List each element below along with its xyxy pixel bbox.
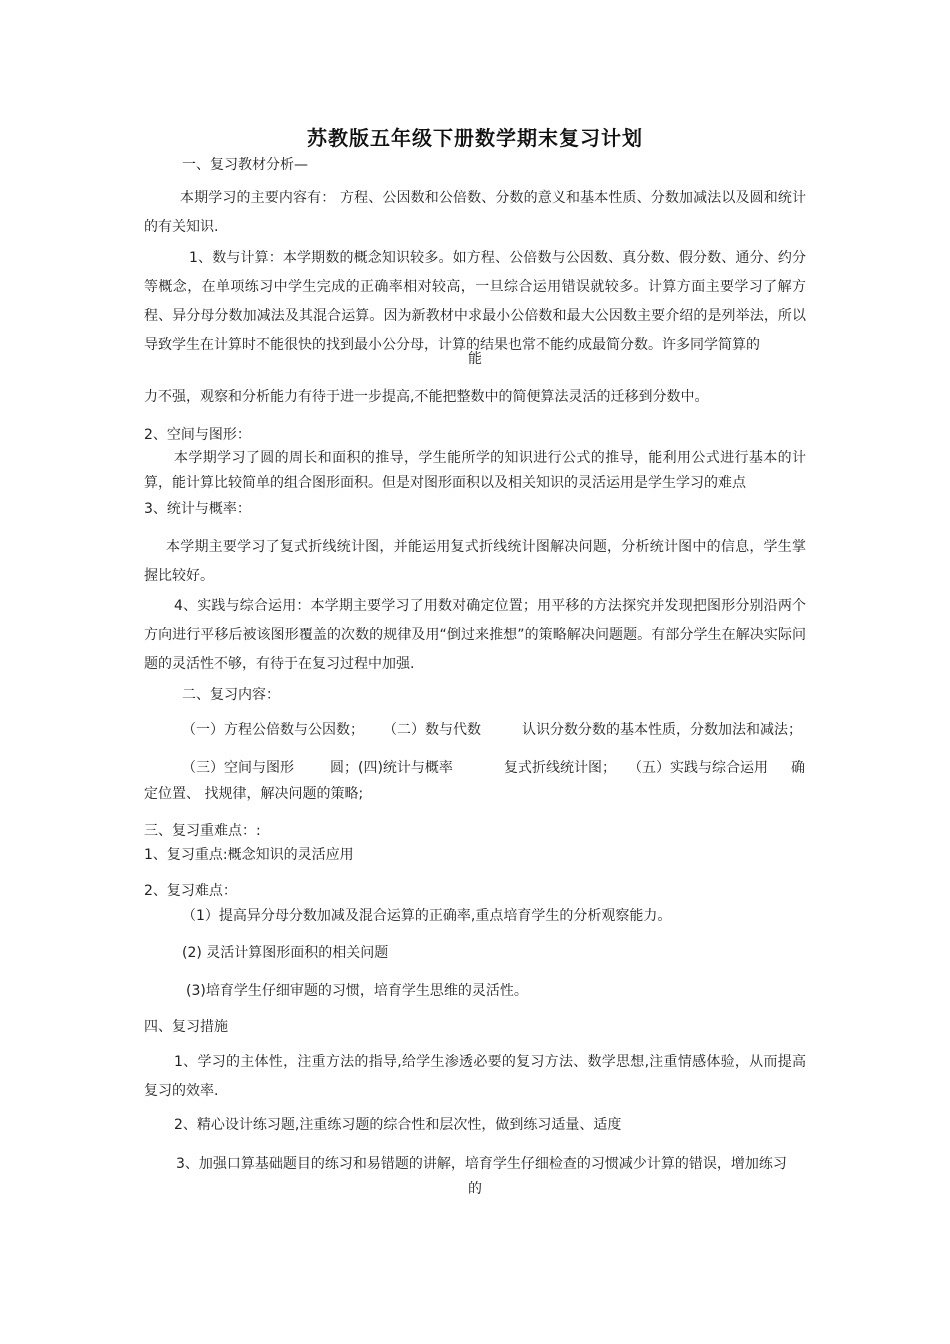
content-row2-c: 复式折线统计图； [504,760,616,776]
section1-item1-orphan: 能 [468,351,482,367]
content-row1-b: （二）数与代数 [383,722,481,738]
section1-item4-text: 4、实践与综合运用：本学期主要学习了用数对确定位置；用平移的方法探究并发现把图形分别沿两个方向进行平移后被该图形覆盖的次数的规律及用“倒过来推想”的策略解决问题题。有部分学生在解决实际问题的灵活性不够，有待于在复习过程中加强. [144,598,806,672]
section2-heading: 二、复习内容： [182,687,280,703]
measure-item-2: 2、精心设计练习题,注重练习题的综合性和层次性，做到练习适量、适度 [174,1117,622,1133]
section1-item1-text: 1、数与计算：本学期数的概念知识较多。如方程、公倍数与公因数、真分数、假分数、通分、约分等概念，在单项练习中学生完成的正确率相对较高，一旦综合运用错误就较多。计算方面主要学习了解方程、异分母分数加减法及其混合运算。因为新教材中求最小公倍数和最大公因数主要介绍的是列举法，所以导致学生在计算时不能很快的找到最小公分母，计算的结果也常不能约成最简分数。许多同学简算的 [144,250,806,353]
difficulty-item-3: (3)培育学生仔细审题的习惯，培育学生思维的灵活性。 [186,983,528,999]
content-row2-d: （五）实践与综合运用 [628,760,768,776]
content-row1-c: 认识分数分数的基本性质，分数加法和减法； [522,722,802,738]
document-title: 苏教版五年级下册数学期末复习计划 [307,126,643,150]
section1-item2-text: 本学期学习了圆的周长和面积的推导，学生能所学的知识进行公式的推导，能利用公式进行基本的计算，能计算比较简单的组合图形面积。但是对图形面积以及相关知识的灵活运用是学生学习的难点 [144,450,806,491]
section1-heading: 一、复习教材分析— [182,157,308,173]
section4-heading: 四、复习措施 [144,1019,228,1035]
section1-item1-continued: 力不强，观察和分析能力有待于进一步提高,不能把整数中的简便算法灵活的迁移到分数中。 [144,389,709,405]
section3-heading: 三、复习重难点：: [144,823,261,839]
content-row2-e: 确 [791,760,805,776]
section1-item2-heading: 2、空间与图形： [144,427,251,443]
content-row2-continued: 定位置、 找规律，解决问题的策略; [144,786,364,802]
section1-item3-heading: 3、统计与概率： [144,501,251,517]
difficulty-item-2: (2) 灵活计算图形面积的相关问题 [182,945,389,961]
measure-item-1: 1、学习的主体性，注重方法的指导,给学生渗透必要的复习方法、数学思想,注重情感体验，从而提高复习的效率. [144,1054,806,1099]
content-row2-b: 圆；(四)统计与概率 [330,760,453,776]
section1-intro: 本期学习的主要内容有： 方程、公因数和公倍数、分数的意义和基本性质、分数加减法以及圆和统计的有关知识. [144,190,806,235]
measure-item-3-orphan: 的 [468,1181,482,1197]
section3-key-point: 1、复习重点:概念知识的灵活应用 [144,847,354,863]
content-row2-a: （三）空间与图形 [182,760,294,776]
section1-item3-text: 本学期主要学习了复式折线统计图，并能运用复式折线统计图解决问题，分析统计图中的信息，学生掌握比较好。 [144,539,806,584]
content-row1-a: （一）方程公倍数与公因数； [182,722,364,738]
measure-item-3: 3、加强口算基础题目的练习和易错题的讲解，培育学生仔细检查的习惯减少计算的错误，增加练习 [176,1156,787,1172]
difficulty-item-1: （1）提高异分母分数加减及混合运算的正确率,重点培育学生的分析观察能力。 [182,908,672,924]
section3-difficulties-heading: 2、复习难点： [144,883,237,899]
